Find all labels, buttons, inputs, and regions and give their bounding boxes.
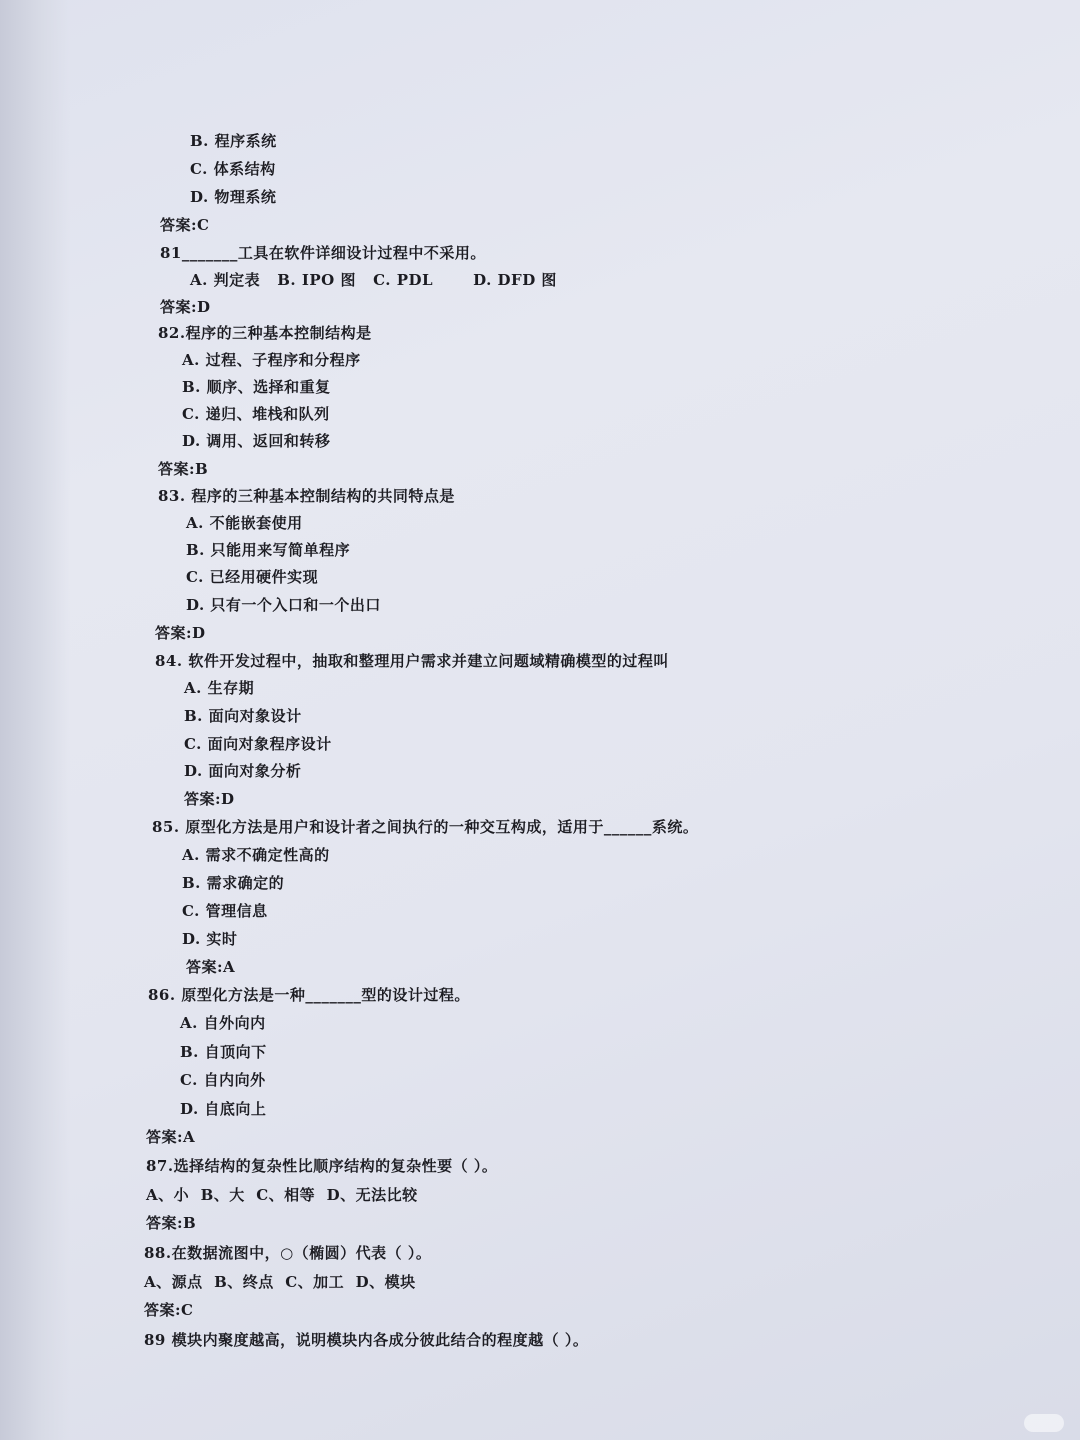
option-line: D. 调用、返回和转移 <box>182 432 331 450</box>
option-line: B. 自顶向下 <box>180 1043 267 1061</box>
option-line: A. 需求不确定性高的 <box>182 846 330 864</box>
option-line: A. 过程、子程序和分程序 <box>182 351 361 369</box>
option-line: A. 不能嵌套使用 <box>186 514 303 532</box>
option-line: B. 需求确定的 <box>182 874 285 892</box>
option-line: A. 判定表 B. IPO 图 C. PDL D. DFD 图 <box>190 271 557 289</box>
answer-line: 答案:C <box>160 216 210 234</box>
answer-line: 答案:B <box>158 460 209 478</box>
option-line: C. 管理信息 <box>182 902 268 920</box>
option-line: D. 实时 <box>182 930 238 948</box>
answer-line: 答案:C <box>144 1301 194 1319</box>
question-82: 82.程序的三种基本控制结构是 <box>158 324 372 342</box>
answer-line: 答案:A <box>186 958 236 976</box>
option-line: D. 面向对象分析 <box>184 762 302 780</box>
answer-line: 答案:D <box>184 790 235 808</box>
option-line: D. 自底向上 <box>180 1100 267 1118</box>
option-line: B. 顺序、选择和重复 <box>182 378 331 396</box>
answer-line: 答案:A <box>146 1128 196 1146</box>
option-line: B. 只能用来写简单程序 <box>186 541 351 559</box>
question-86: 86. 原型化方法是一种_______型的设计过程。 <box>148 986 470 1004</box>
question-87: 87.选择结构的复杂性比顺序结构的复杂性要（ ）。 <box>146 1157 498 1175</box>
option-line: C. 已经用硬件实现 <box>186 568 319 586</box>
option-line: C. 自内向外 <box>180 1071 266 1089</box>
question-81: 81_______工具在软件详细设计过程中不采用。 <box>160 244 486 262</box>
option-line: C. 递归、堆栈和队列 <box>182 405 330 423</box>
option-line: D. 物理系统 <box>190 188 277 206</box>
option-line: A. 自外向内 <box>180 1014 266 1032</box>
answer-line: 答案:B <box>146 1214 197 1232</box>
option-line: B. 程序系统 <box>190 132 277 150</box>
answer-line: 答案:D <box>160 298 211 316</box>
watermark-badge <box>1024 1414 1064 1432</box>
option-line: A. 生存期 <box>184 679 255 697</box>
option-line: D. 只有一个入口和一个出口 <box>186 596 381 614</box>
option-line: C. 面向对象程序设计 <box>184 735 332 753</box>
option-line: A、源点 B、终点 C、加工 D、模块 <box>144 1273 416 1291</box>
question-89: 89 模块内聚度越高，说明模块内各成分彼此结合的程度越（ ）。 <box>144 1331 589 1349</box>
option-line: B. 面向对象设计 <box>184 707 302 725</box>
option-line: C. 体系结构 <box>190 160 276 178</box>
question-88: 88.在数据流图中，○（椭圆）代表（ ）。 <box>144 1244 432 1262</box>
answer-line: 答案:D <box>155 624 206 642</box>
option-line: A、小 B、大 C、相等 D、无法比较 <box>146 1186 418 1204</box>
question-83: 83. 程序的三种基本控制结构的共同特点是 <box>158 487 455 505</box>
question-85: 85. 原型化方法是用户和设计者之间执行的一种交互构成，适用于______系统。 <box>152 818 699 836</box>
question-84: 84. 软件开发过程中，抽取和整理用户需求并建立问题域精确模型的过程叫 <box>155 652 669 670</box>
